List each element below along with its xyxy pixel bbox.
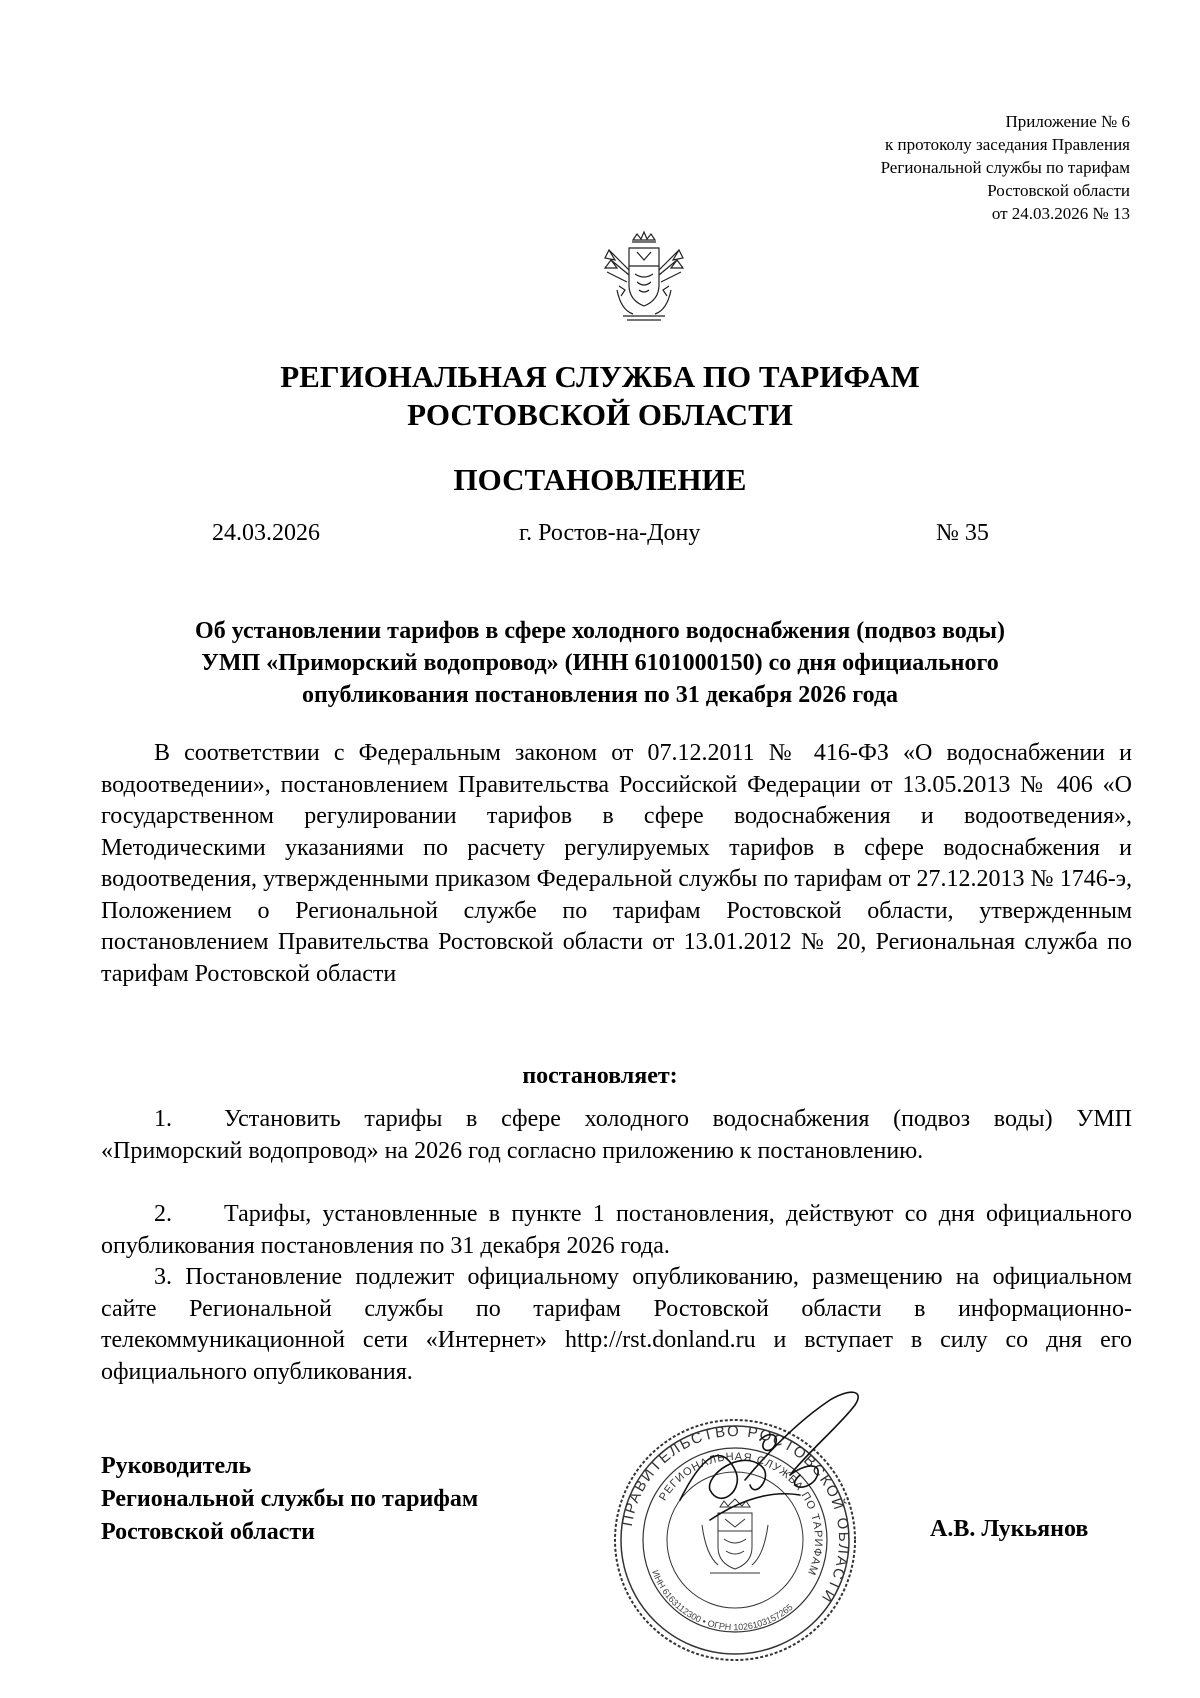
seal-inner-text: РЕГИОНАЛЬНАЯ СЛУЖБА ПО ТАРИФАМ [657, 1450, 825, 1578]
decree-item [101, 1104, 1132, 1167]
item-text: Тарифы, установленные в пункте 1 постановления, действуют со дня официального опубликования постановления по 31 декабря 2026 года. [101, 1201, 1132, 1259]
signer-name: А.В. Лукьянов [930, 1516, 1089, 1542]
appendix-line: Региональной службы по тарифам [880, 158, 1130, 177]
organization-name [0, 358, 1200, 434]
appendix-line: Приложение № 6 [1005, 112, 1130, 131]
item-number: 1. [154, 1106, 172, 1132]
appendix-line: от 24.03.2026 № 13 [991, 204, 1130, 223]
appendix-line: Ростовской области [987, 181, 1130, 200]
seal-outer-text: ПРАВИТЕЛЬСТВО РОСТОВСКОЙ ОБЛАСТИ [618, 1422, 853, 1607]
appendix-reference [710, 110, 1130, 225]
subject-line: Об установлении тарифов в сфере холодного водоснабжения (подвоз воды) [195, 618, 1005, 644]
signer-title-line: Региональной службы по тарифам [101, 1486, 479, 1512]
item-text: Постановление подлежит официальному опубликованию, размещению на официальном сайте Региональной службы по тарифам Ростовской области в информационно-телекоммуникационной сети «Интернет» http://rst.donland.ru и вступает в силу со дня его официального опубликования. [101, 1264, 1133, 1385]
item-number: 2. [154, 1201, 172, 1227]
svg-text:ИНН 6163112300 • ОГРН 10261031 [650, 1569, 794, 1633]
signer-title-line: Ростовской области [101, 1519, 315, 1545]
preamble-paragraph: В соответствии с Федеральным законом от 07.12.2011 № 416-ФЗ «О водоснабжении и водоотведении», постановлением Правительства Российской Федерации от 13.05.2013 № 406 «О государственном регулировании тарифов в сфере водоснабжения и водоотведения», Методическими указаниями по расчету регулируемых тарифов в сфере водоснабжения и водоотведения, утвержденными приказом Федеральной службы по тарифам от 27.12.2013 № 1746-э, Положением о Региональной службе по тарифам Ростовской области, утвержденным постановлением Правительства Ростовской области от 13.01.2012 № 20, Региональная служба по тарифам Ростовской области [101, 740, 1132, 987]
signer-title-line: Руководитель [101, 1453, 252, 1479]
subject-line: УМП «Приморский водопровод» (ИНН 6101000150) со дня официального [201, 650, 999, 676]
document-subject [100, 615, 1100, 711]
document-city: г. Ростов-на-Дону [519, 520, 701, 546]
document-number: № 35 [936, 520, 989, 546]
decree-word: постановляет: [522, 1063, 678, 1089]
item-number: 3. [154, 1264, 172, 1290]
handwritten-signature-icon [650, 1380, 890, 1560]
org-line: РЕГИОНАЛЬНАЯ СЛУЖБА ПО ТАРИФАМ [280, 359, 920, 394]
subject-line: опубликования постановления по 31 декабря 2026 года [301, 682, 899, 708]
decree-item [101, 1262, 1132, 1388]
coat-of-arms-icon [599, 230, 689, 330]
seal-code-text: ИНН 6163112300 • ОГРН 1026103157265 [650, 1568, 795, 1633]
document-type: ПОСТАНОВЛЕНИЕ [453, 462, 747, 497]
document-date: 24.03.2026 [212, 520, 320, 546]
decree-item [101, 1199, 1132, 1262]
item-text: Установить тарифы в сфере холодного водоснабжения (подвоз воды) УМП «Приморский водопровод» на 2026 год согласно приложению к постановлению. [101, 1106, 1132, 1164]
signer-title [101, 1450, 478, 1549]
appendix-line: к протоколу заседания Правления [885, 135, 1130, 154]
org-line: РОСТОВСКОЙ ОБЛАСТИ [407, 397, 793, 432]
